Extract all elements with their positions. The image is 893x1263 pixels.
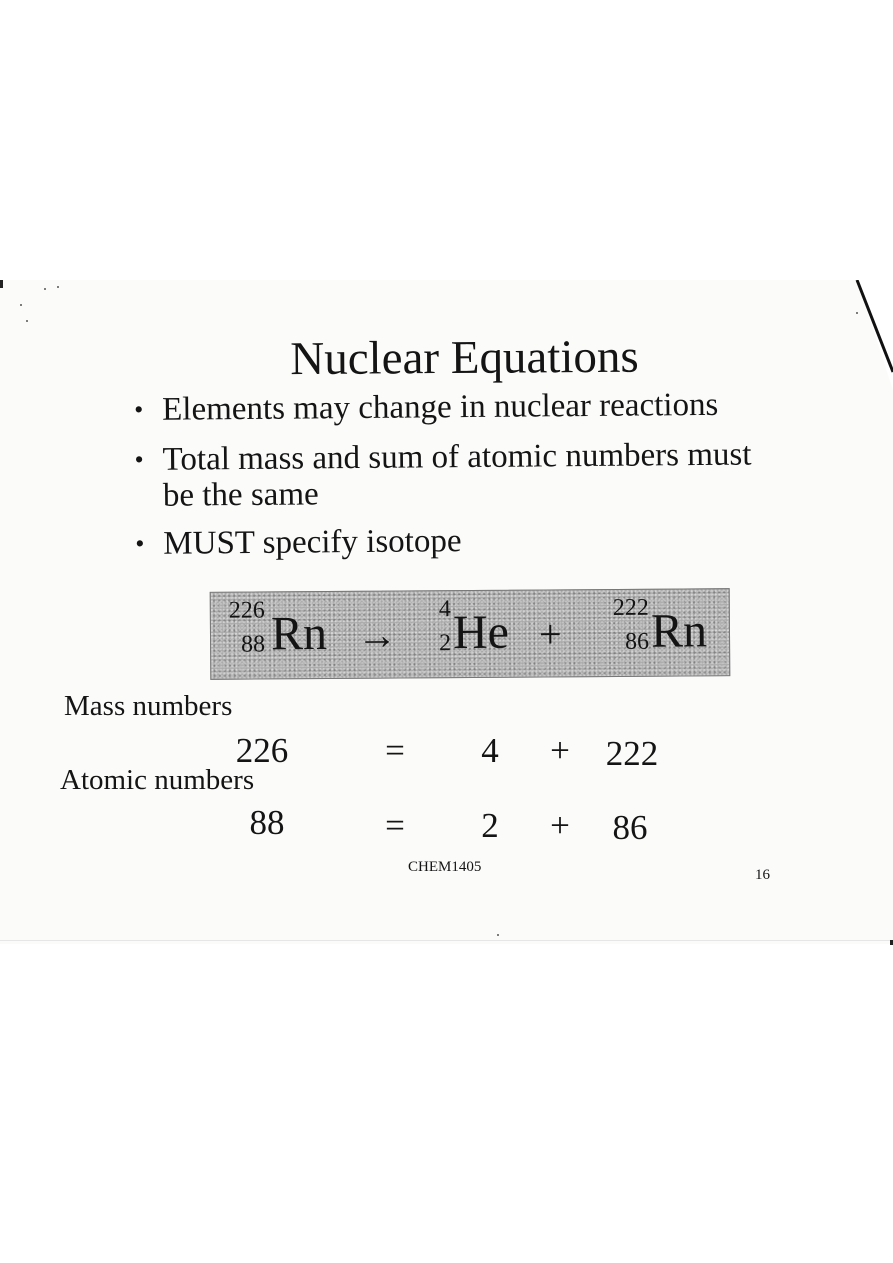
reactant-mass-number: 226 [228,597,265,624]
scan-speck [856,312,858,314]
product2-symbol: Rn [650,604,708,658]
mass-term1: 4 [481,731,499,770]
slide-bottom-edge [0,940,893,941]
bullet-text: MUST specify isotope [163,523,462,562]
bullet-dot: • [135,528,145,558]
product1-symbol: He [452,605,510,660]
scan-speck [26,320,28,322]
reactant-nuclide [219,592,340,679]
bullet-item [130,386,850,428]
product2-atomic-number: 86 [624,628,650,655]
mass-term2: 222 [605,734,659,773]
scan-speck [497,934,499,936]
equation-plus: + [538,611,562,657]
bullet-text: Elements may change in nuclear reactions [161,386,719,428]
atomic-plus: + [550,806,570,845]
bullet-item [131,520,851,562]
product2-nuclide [591,589,722,676]
bullet-dot: • [134,394,144,424]
course-code: CHEM1405 [408,859,482,875]
product1-atomic-number: 2 [438,630,452,657]
scan-speck [20,304,22,306]
bullet-text: Total mass and sum of atomic numbers must be the same [162,436,752,514]
page-number: 16 [755,867,770,883]
atomic-term1: 2 [481,806,499,845]
atomic-term2: 86 [612,808,648,847]
reactant-atomic-number: 88 [240,631,266,658]
mass-left-value: 226 [235,731,289,770]
nuclear-equation-box [210,588,731,680]
slide-title: Nuclear Equations [290,330,639,386]
scan-edge-mark [0,280,3,288]
mass-equals: = [385,731,405,770]
mass-plus: + [550,731,570,770]
bullet-item [130,436,763,514]
mass-numbers-label: Mass numbers [64,690,233,722]
scan-speck [44,288,46,290]
atomic-left-value: 88 [249,803,285,842]
product1-mass-number: 4 [438,596,451,623]
bullet-list [130,386,852,576]
bullet-dot: • [134,444,144,474]
product1-nuclide [431,591,532,678]
reaction-arrow: → [356,612,398,658]
reactant-symbol: Rn [270,606,328,661]
atomic-equals: = [385,806,405,845]
atomic-numbers-label: Atomic numbers [60,764,255,796]
product2-mass-number: 222 [612,594,649,622]
scan-speck [57,286,59,288]
